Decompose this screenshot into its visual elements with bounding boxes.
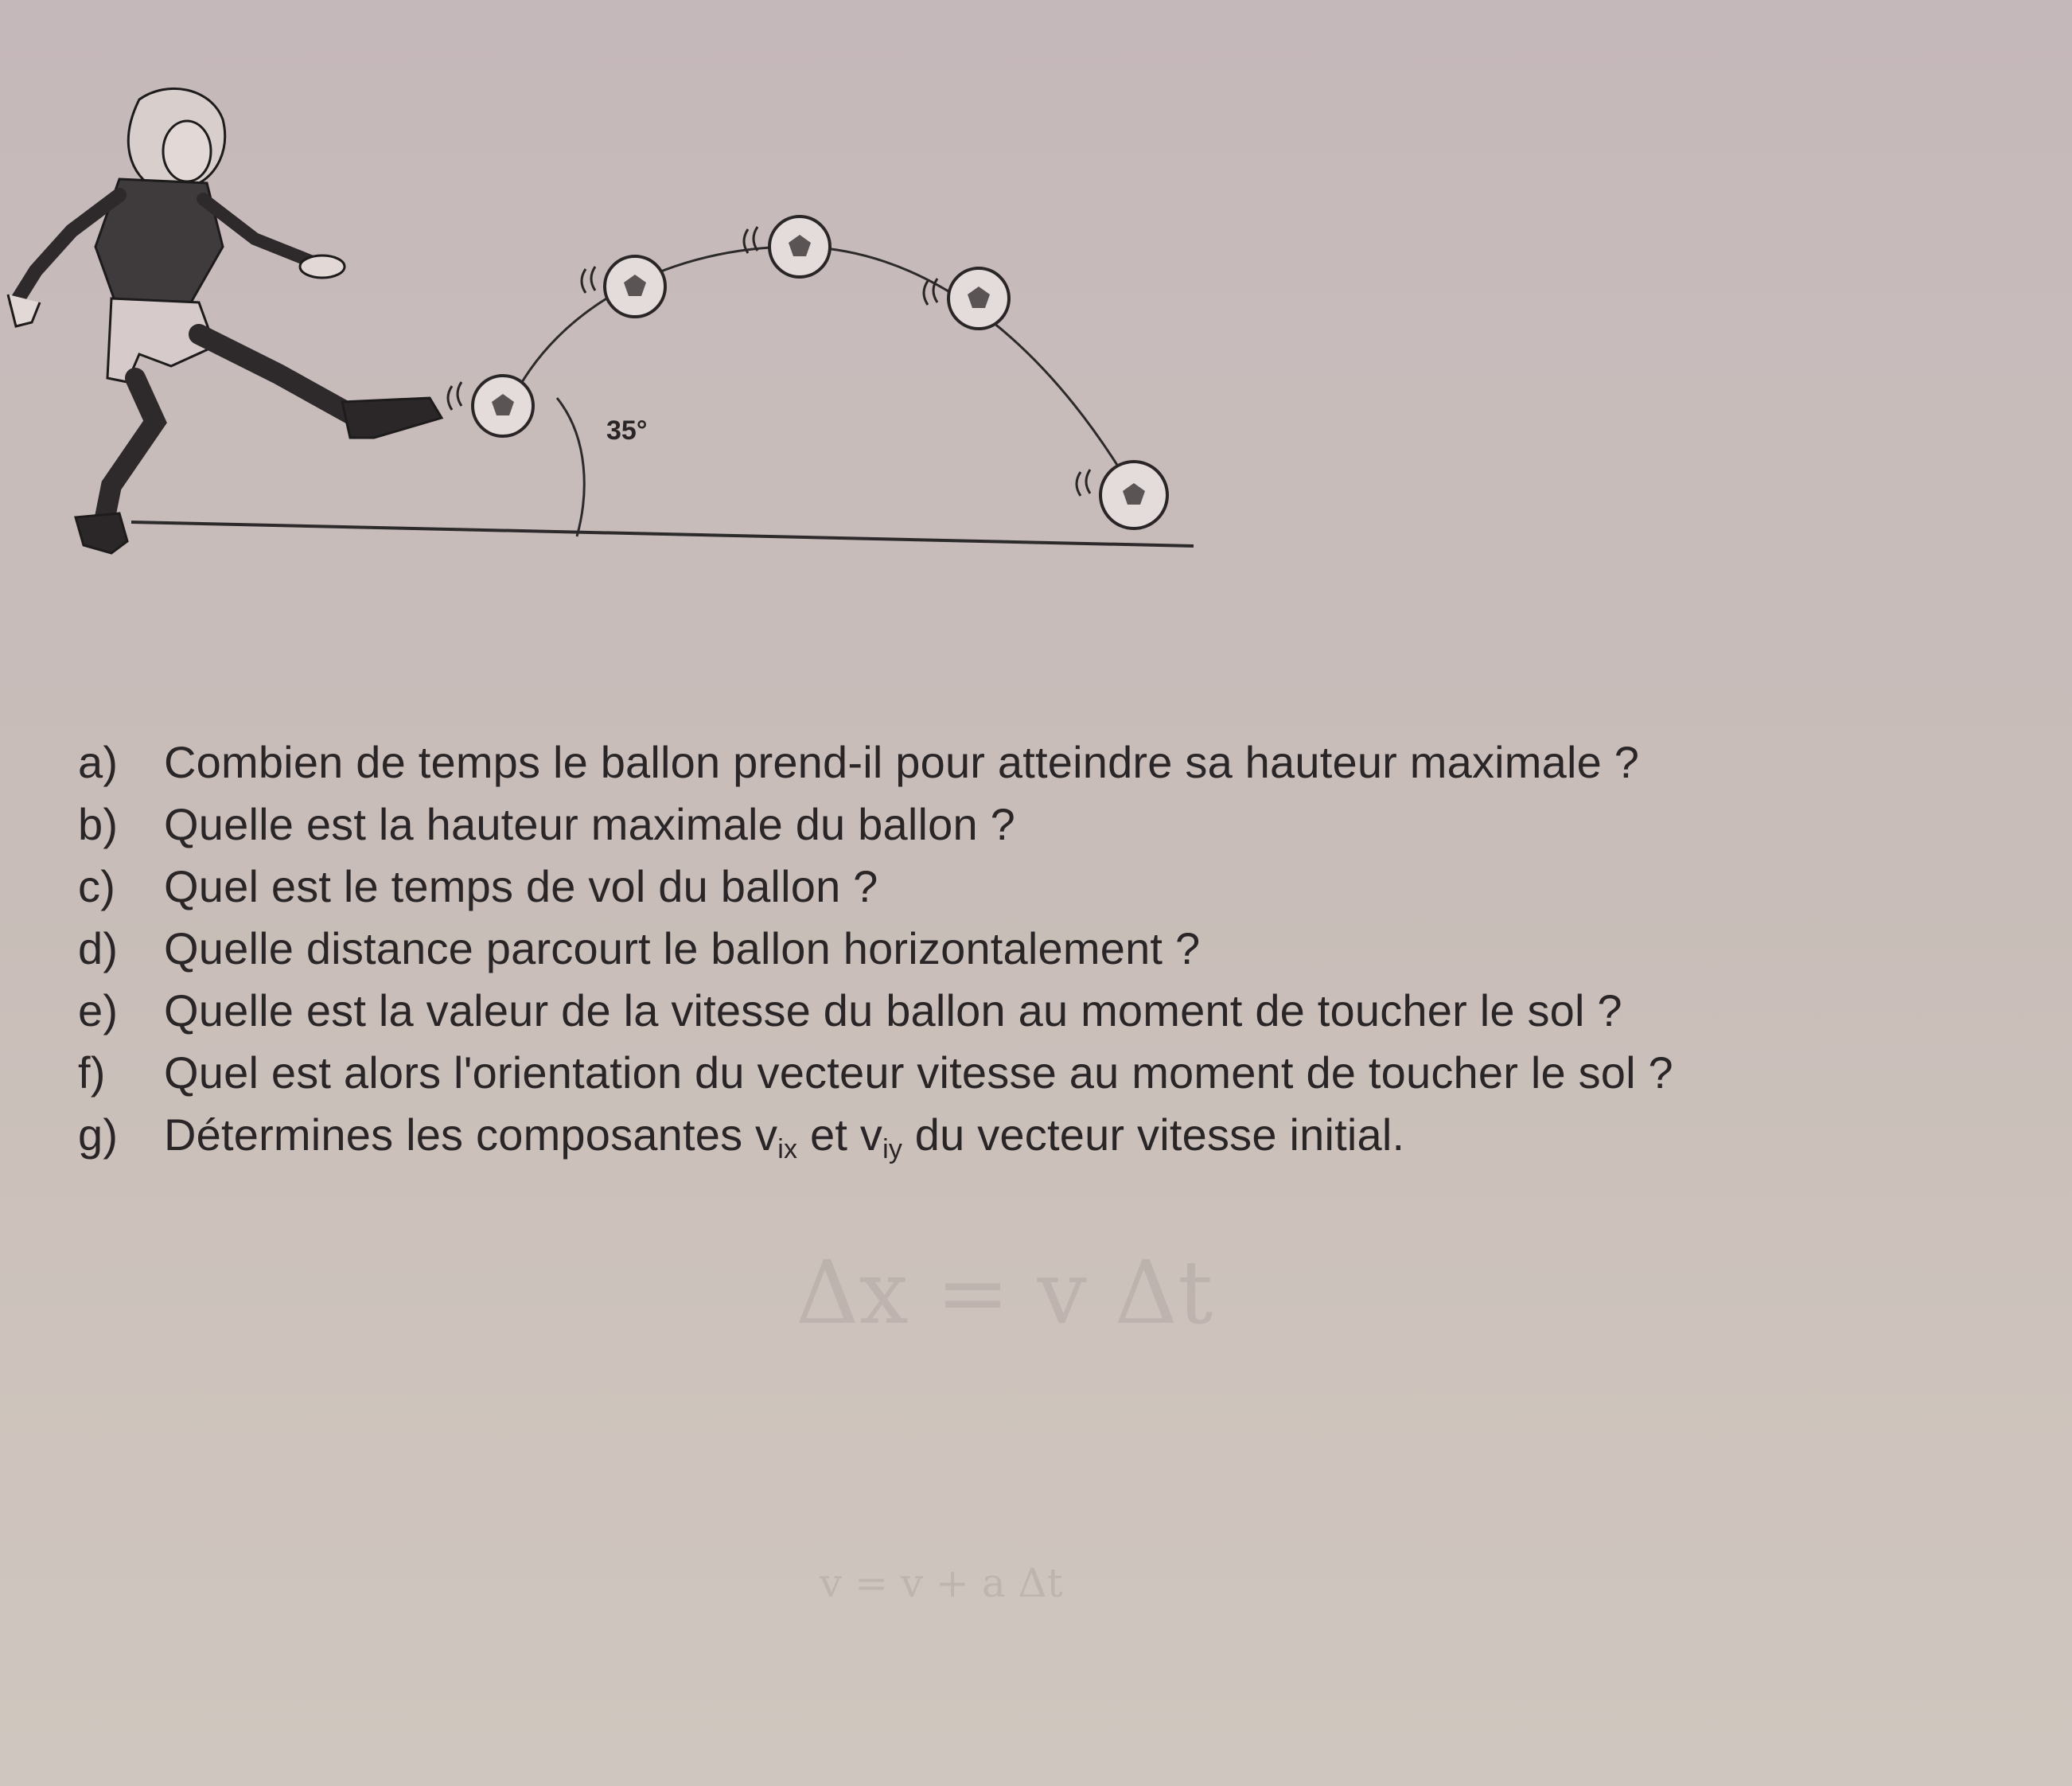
question-g <box>78 1105 1988 1180</box>
ball-4 <box>924 268 1009 329</box>
player-figure <box>8 88 442 553</box>
show-through-formula-1: Δx = v Δt <box>796 1242 1213 1343</box>
question-letter: b) <box>78 799 119 849</box>
question-letter: d) <box>78 923 119 973</box>
question-a <box>78 732 1988 793</box>
question-letter: g) <box>78 1109 119 1160</box>
trajectory-arc <box>509 247 1130 485</box>
question-letter: c) <box>78 861 116 911</box>
question-b <box>78 794 1988 855</box>
question-letter: f) <box>78 1047 106 1098</box>
question-text <box>164 1105 1988 1180</box>
question-c <box>78 856 1988 917</box>
ground-line <box>131 522 1194 546</box>
question-f <box>78 1043 1988 1103</box>
question-g-prefix: Détermines les composantes v <box>164 1109 778 1160</box>
question-e <box>78 981 1988 1041</box>
question-g-suffix: du vecteur vitesse initial. <box>902 1109 1405 1160</box>
ball-1 <box>448 376 533 436</box>
angle-label: 35° <box>606 415 648 446</box>
ball-5 <box>1077 462 1167 528</box>
angle-arc <box>557 398 584 536</box>
question-text: Quelle distance parcourt le ballon horizontalement ? <box>164 923 1201 973</box>
question-text: Quelle est la valeur de la vitesse du ballon au moment de toucher le sol ? <box>164 985 1622 1035</box>
question-text: Quel est le temps de vol du ballon ? <box>164 861 878 911</box>
trajectory-diagram <box>0 64 1209 573</box>
question-d <box>78 918 1988 979</box>
question-letter: e) <box>78 985 119 1035</box>
show-through-formula-2: v = v + a Δt <box>820 1560 1063 1606</box>
question-text: Quelle est la hauteur maximale du ballon ? <box>164 799 1015 849</box>
question-letter: a) <box>78 737 119 787</box>
subscript-iy: iy <box>882 1134 903 1164</box>
kick-illustration <box>0 64 1209 573</box>
question-list <box>78 732 1988 1181</box>
subscript-ix: ix <box>777 1134 798 1164</box>
ball-3 <box>744 216 830 277</box>
question-text: Quel est alors l'orientation du vecteur vitesse au moment de toucher le sol ? <box>164 1047 1673 1098</box>
question-g-mid: et v <box>797 1109 883 1160</box>
question-text: Combien de temps le ballon prend-il pour atteindre sa hauteur maximale ? <box>164 737 1640 787</box>
